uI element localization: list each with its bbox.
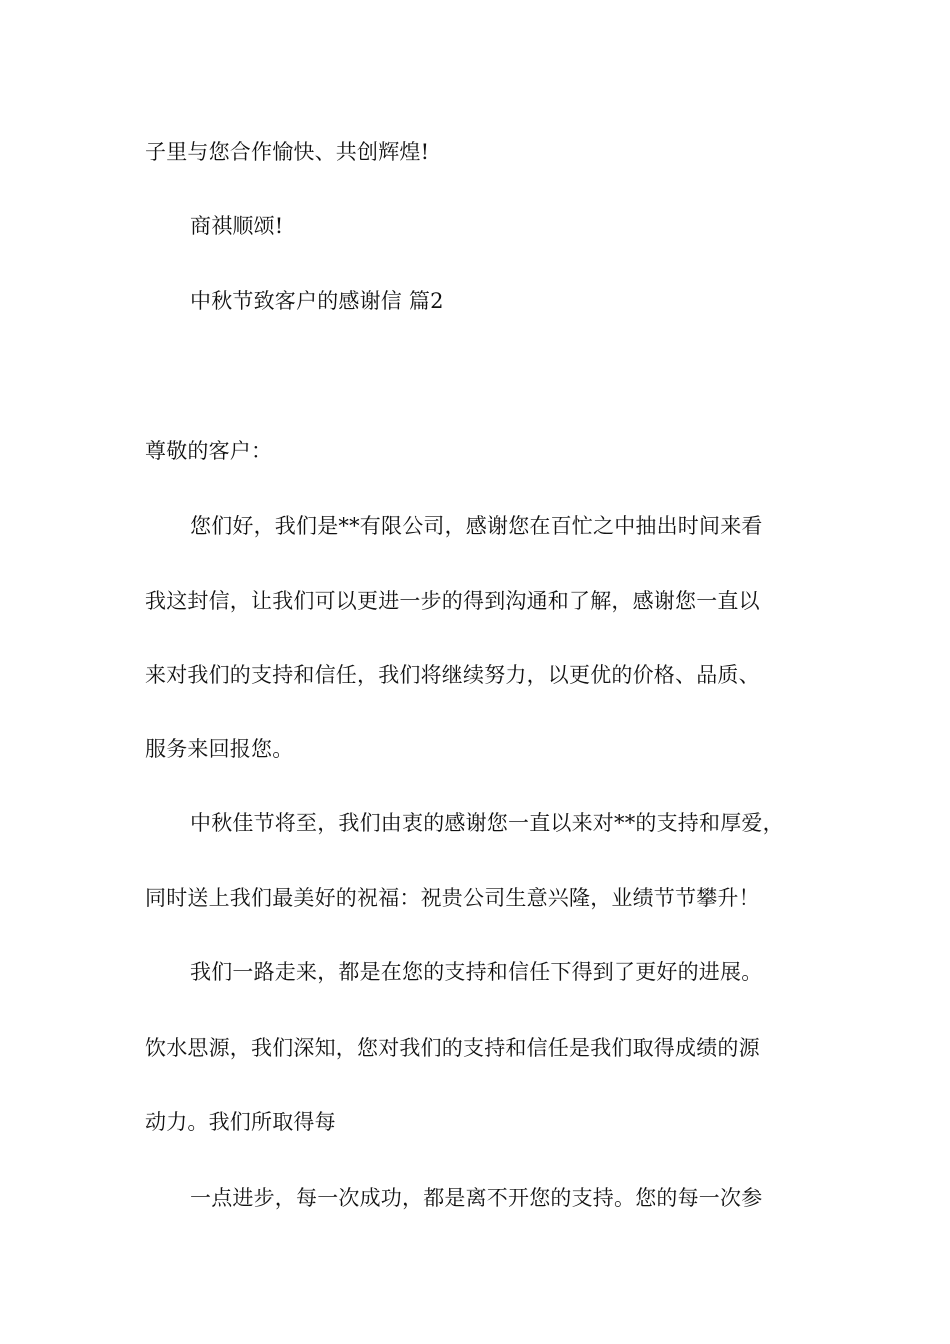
- paragraph-line: 我这封信，让我们可以更进一步的得到沟通和了解，感谢您一直以: [145, 589, 760, 613]
- paragraph-line: 子里与您合作愉快、共创辉煌!: [145, 140, 430, 164]
- closing-greeting: 商祺顺颂!: [190, 214, 284, 238]
- paragraph-line: 一点进步，每一次成功，都是离不开您的支持。您的每一次参: [190, 1186, 763, 1210]
- section-heading: 中秋节致客户的感谢信 篇2: [190, 289, 444, 313]
- paragraph-line: 我们一路走来，都是在您的支持和信任下得到了更好的进展。: [190, 960, 763, 984]
- paragraph-line: 饮水思源，我们深知，您对我们的支持和信任是我们取得成绩的源: [145, 1036, 760, 1060]
- paragraph-line: 您们好，我们是**有限公司，感谢您在百忙之中抽出时间来看: [190, 514, 763, 538]
- paragraph-line: 服务来回报您。: [145, 737, 294, 761]
- salutation: 尊敬的客户：: [145, 439, 273, 463]
- paragraph-line: 动力。我们所取得每: [145, 1110, 336, 1134]
- paragraph-line: 同时送上我们最美好的祝福：祝贵公司生意兴隆，业绩节节攀升！: [145, 886, 760, 910]
- paragraph-line: 中秋佳节将至，我们由衷的感谢您一直以来对**的支持和厚爱，: [190, 811, 784, 835]
- paragraph-line: 来对我们的支持和信任，我们将继续努力，以更优的价格、品质、: [145, 663, 760, 687]
